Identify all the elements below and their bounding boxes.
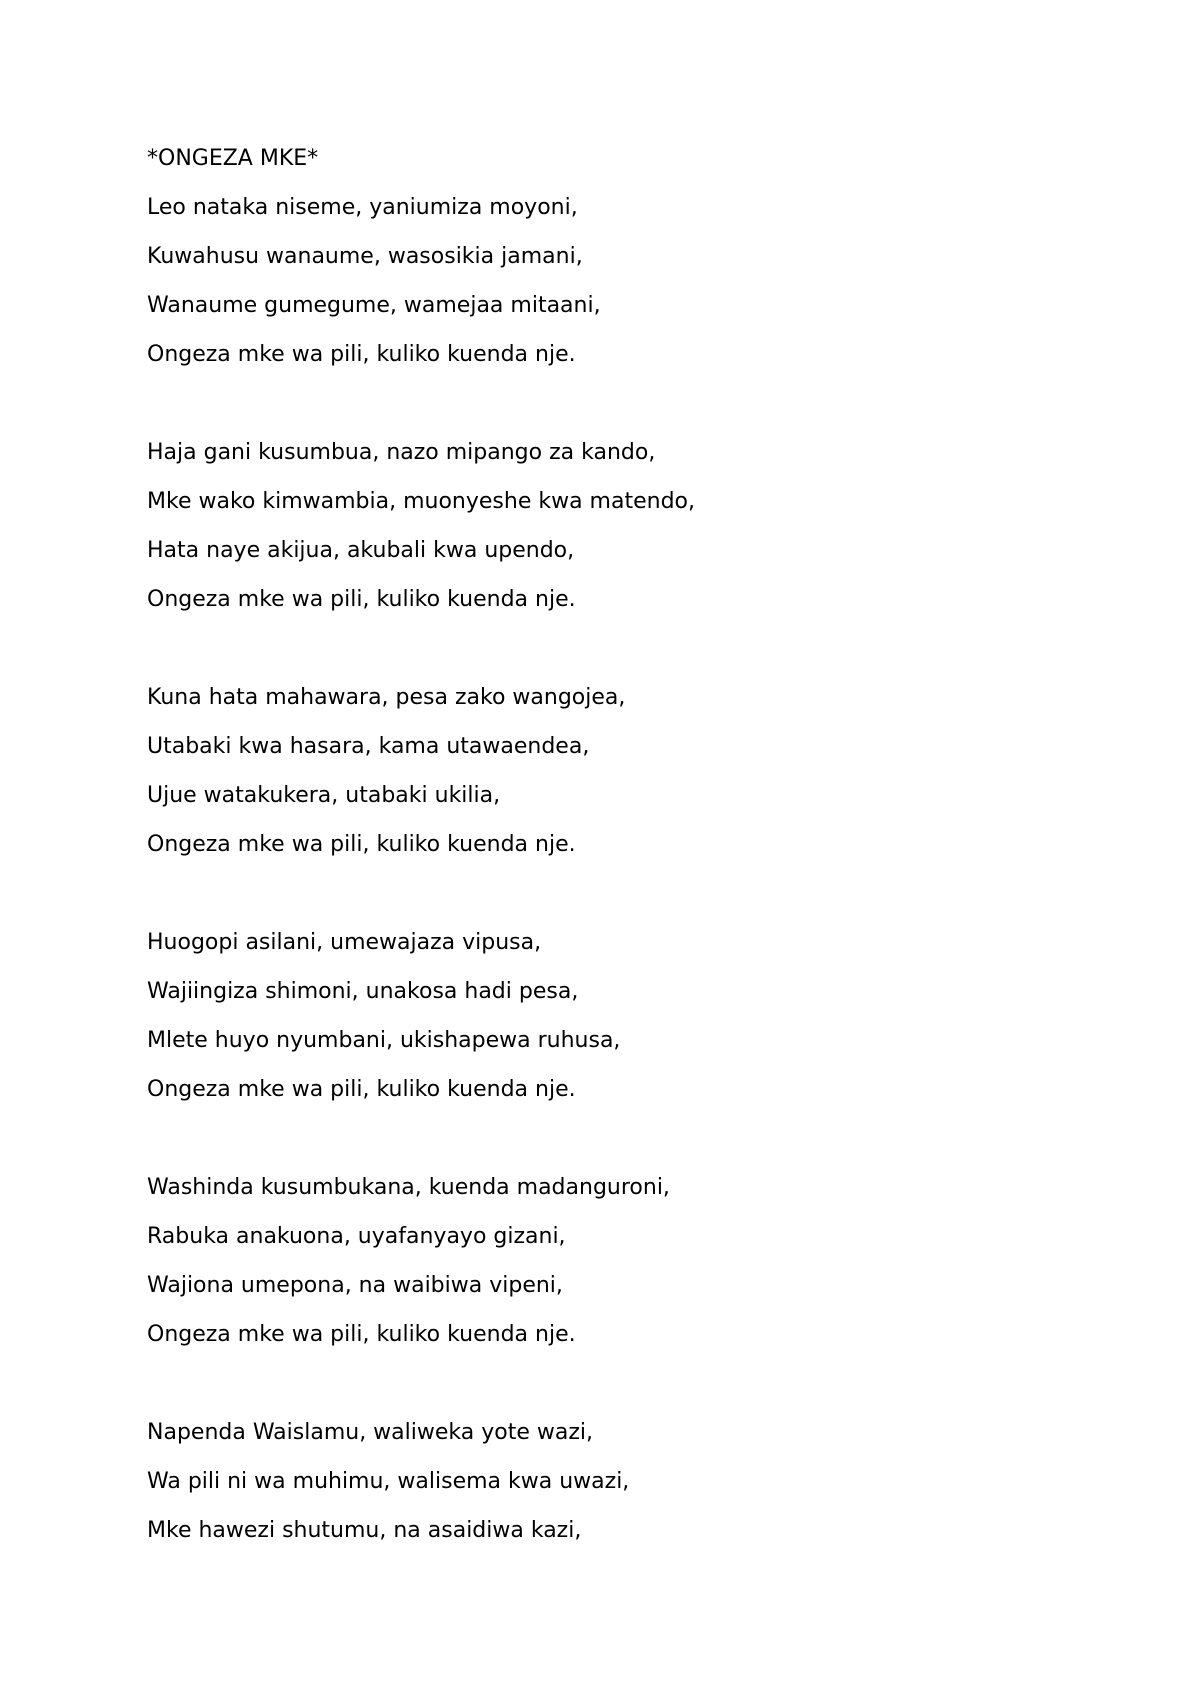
stanza-2 [147, 439, 1047, 635]
poem-line: Wa pili ni wa muhimu, walisema kwa uwazi, [147, 1469, 630, 1494]
poem-line: Utabaki kwa hasara, kama utawaendea, [147, 734, 590, 759]
poem-line: Ongeza mke wa pili, kuliko kuenda nje. [147, 342, 576, 367]
poem-line: Mke wako kimwambia, muonyeshe kwa matendo, [147, 489, 695, 514]
poem-line: Kuwahusu wanaume, wasosikia jamani, [147, 244, 583, 269]
poem-line: Mke hawezi shutumu, na asaidiwa kazi, [147, 1518, 582, 1543]
stanza-3 [147, 684, 1047, 880]
poem-line: Huogopi asilani, umewajaza vipusa, [147, 930, 542, 955]
poem-line: Leo nataka niseme, yaniumiza moyoni, [147, 195, 578, 220]
poem-line: Ongeza mke wa pili, kuliko kuenda nje. [147, 1077, 576, 1102]
poem-line: Ujue watakukera, utabaki ukilia, [147, 783, 501, 808]
poem-line: Ongeza mke wa pili, kuliko kuenda nje. [147, 832, 576, 857]
stanza-gap [147, 880, 1047, 929]
poem [147, 145, 1047, 1566]
poem-title: *ONGEZA MKE* [147, 146, 319, 171]
stanza-6 [147, 1419, 1047, 1566]
stanza-gap [147, 1125, 1047, 1174]
stanza-gap [147, 1370, 1047, 1419]
stanza-gap [147, 635, 1047, 684]
poem-line: Rabuka anakuona, uyafanyayo gizani, [147, 1224, 566, 1249]
stanza-gap [147, 390, 1047, 439]
poem-line: Wanaume gumegume, wamejaa mitaani, [147, 293, 601, 318]
stanza-5 [147, 1174, 1047, 1370]
poem-line: Wajiona umepona, na waibiwa vipeni, [147, 1273, 563, 1298]
poem-line: Hata naye akijua, akubali kwa upendo, [147, 538, 575, 563]
poem-line: Napenda Waislamu, waliweka yote wazi, [147, 1420, 593, 1445]
poem-line: Washinda kusumbukana, kuenda madanguroni, [147, 1175, 670, 1200]
poem-line: Ongeza mke wa pili, kuliko kuenda nje. [147, 1322, 576, 1347]
poem-line: Mlete huyo nyumbani, ukishapewa ruhusa, [147, 1028, 621, 1053]
stanza-1 [147, 194, 1047, 390]
poem-line: Ongeza mke wa pili, kuliko kuenda nje. [147, 587, 576, 612]
poem-line: Kuna hata mahawara, pesa zako wangojea, [147, 685, 626, 710]
stanza-4 [147, 929, 1047, 1125]
poem-line: Haja gani kusumbua, nazo mipango za kando, [147, 440, 656, 465]
poem-line: Wajiingiza shimoni, unakosa hadi pesa, [147, 979, 579, 1004]
